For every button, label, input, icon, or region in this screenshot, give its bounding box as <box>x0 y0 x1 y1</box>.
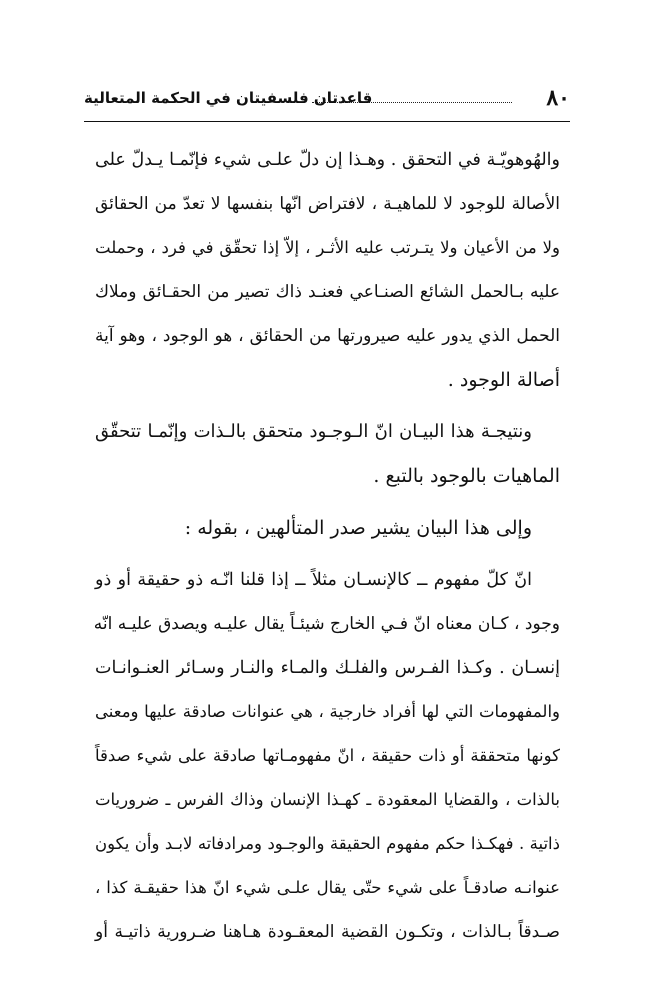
text-line: والمفهومات التي لها أفراد خارجية ، هي عنوانات صادقة عليها ومعنى <box>95 702 560 721</box>
text-line: عليه بـالحمل الشائع الصنـاعي فعنـد ذاك تصير من الحقـائق وملاك <box>95 282 560 302</box>
text-line: ولا من الأعيان ولا يتـرتب عليه الأثـر ، إلاّ إذا تحقّق في فرد ، وحملت <box>95 238 560 257</box>
text-line: بالذات ، والقضايا المعقودة ـ كهـذا الإنسان وذاك الفرس ـ ضروريات <box>95 790 560 809</box>
text-line: الأصالة للوجود لا للماهيـة ، لافتراض انّها بنفسها لا تعدّ من الحقائق <box>95 194 560 214</box>
running-title: قاعدتان فلسفيتان في الحكمة المتعالية <box>84 89 373 107</box>
header-rule <box>84 121 570 122</box>
text-line: ذاتية . فهكـذا حكم مفهوم الحقيقة والوجـود ومرادفاته لابـد وأن يكون <box>95 834 560 853</box>
text-line: والهُوهويّـة في التحقق . وهـذا إن دلّ علـى شيء فإنّمـا يـدلّ على <box>95 150 560 170</box>
quotation <box>95 558 560 954</box>
text-line: أصالة الوجود . <box>447 369 560 391</box>
text-line: ونتيجـة هذا البيـان انّ الـوجـود متحقق بالـذات وإنّمـا تتحقّق <box>95 421 532 442</box>
text-line: انّ كلّ مفهوم ــ كالإنسـان مثلاً ــ إذا قلنا انّـه ذو حقيقة أو ذو <box>95 570 532 590</box>
page-number: ٨٠ <box>546 85 570 111</box>
text-line: كونها متحققة أو ذات حقيقة ، انّ مفهومـاتها صادقة على شيء صدقاً <box>95 746 560 765</box>
paragraph-2 <box>95 410 560 498</box>
paragraph-gap <box>95 498 560 506</box>
text-line: صـدقاً بـالذات ، وتكـون القضية المعقـودة هـاهنا ضـرورية ذاتيـة أو <box>95 922 560 942</box>
paragraph-gap <box>95 550 560 558</box>
paragraph-3 <box>95 506 560 550</box>
text-line: الحمل الذي يدور عليه صيرورتها من الحقائق ، هو الوجود ، وهو آية <box>95 326 560 346</box>
text-line: الماهيات بالوجود بالتبع . <box>373 465 560 487</box>
body-text <box>95 138 560 954</box>
text-line: عنوانـه صادقـاً على شيء حتّى يقال علـى شيء انّ هذا حقيقـة كذا ، <box>95 878 560 897</box>
text-line: إنسـان . وكـذا الفـرس والفلـك والمـاء والنـار وسـائر العنـوانـات <box>95 658 560 678</box>
paragraph-1 <box>95 138 560 402</box>
text-line: وإلى هذا البيان يشير صدر المتألهين ، بقوله : <box>184 517 532 539</box>
paragraph-gap <box>95 402 560 410</box>
text-line: وجود ، كـان معناه انّ فـي الخارج شيئـاً يقال عليـه ويصدق عليـه انّه <box>93 614 560 634</box>
page-header <box>84 78 570 118</box>
